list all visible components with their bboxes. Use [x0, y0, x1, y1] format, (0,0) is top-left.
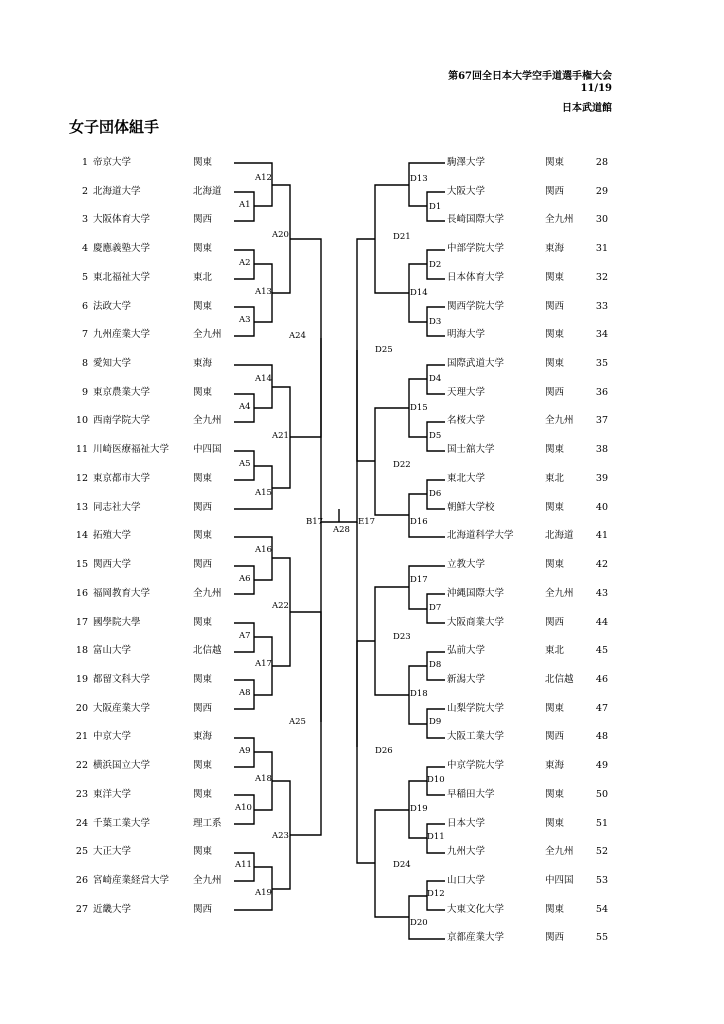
match-label-d2: D2: [429, 260, 442, 270]
match-label-a8: A8: [239, 688, 251, 698]
team-region: 全九州: [193, 587, 222, 599]
team-name: 東北大学: [447, 472, 486, 484]
team-region: 関東: [545, 817, 565, 829]
team-number: 5: [81, 271, 88, 283]
match-label-a17: A17: [255, 659, 272, 669]
team-region: 関東: [545, 157, 565, 168]
team-region: 北信越: [545, 673, 574, 685]
team-number: 10: [75, 415, 88, 427]
team-region: 関東: [193, 243, 213, 255]
team-region: 東北: [193, 271, 213, 283]
team-number: 9: [81, 386, 88, 398]
match-label-a16: A16: [255, 545, 272, 555]
team-region: 関東: [545, 501, 565, 513]
team-number: 48: [595, 731, 608, 743]
match-label-d8: D8: [429, 660, 442, 670]
match-label-d11: D11: [427, 832, 445, 842]
team-number: 39: [595, 472, 608, 484]
team-region: 全九州: [545, 587, 574, 599]
team-name: 福岡教育大学: [93, 587, 151, 599]
team-name: 沖縄国際大学: [447, 587, 505, 599]
team-region: 北海道: [193, 185, 222, 197]
match-label-d1: D1: [429, 202, 442, 212]
match-label-b17: B17: [306, 517, 324, 527]
team-region: 理工系: [193, 817, 222, 829]
match-label-d15: D15: [410, 403, 428, 413]
bracket-line-D26: [357, 641, 375, 863]
match-label-d23: D23: [393, 632, 411, 642]
team-number: 1: [81, 157, 88, 168]
team-region: 関西: [193, 702, 213, 714]
team-region: 関東: [545, 358, 565, 370]
team-name: 弘前大学: [447, 645, 486, 657]
match-label-a12: A12: [255, 173, 272, 183]
team-name: 中京大学: [93, 731, 132, 743]
match-label-d13: D13: [410, 174, 428, 184]
team-number: 41: [595, 530, 608, 542]
match-label-d24: D24: [393, 860, 411, 870]
team-name: 長崎国際大学: [447, 214, 505, 226]
team-name: 千葉工業大学: [93, 817, 151, 829]
team-region: 全九州: [193, 875, 222, 886]
match-label-a13: A13: [255, 287, 272, 297]
match-label-a9: A9: [239, 746, 251, 756]
match-label-d26: D26: [375, 746, 393, 756]
team-region: 東海: [193, 731, 213, 743]
team-region: 関東: [193, 760, 213, 772]
team-region: 北信越: [193, 645, 222, 657]
team-region: 関東: [193, 788, 213, 800]
match-label-a20: A20: [272, 230, 289, 240]
team-number: 23: [75, 788, 88, 800]
team-region: 関東: [545, 444, 565, 456]
match-label-a6: A6: [239, 574, 251, 584]
team-number: 36: [595, 386, 608, 398]
team-region: 関東: [193, 530, 213, 542]
team-region: 全九州: [545, 214, 574, 226]
team-name: 大阪工業大学: [447, 731, 505, 743]
team-number: 37: [595, 415, 608, 427]
team-name: 東京農業大学: [93, 386, 151, 398]
team-name: 朝鮮大学校: [447, 501, 495, 513]
team-number: 46: [595, 673, 608, 685]
team-region: 北海道: [545, 530, 574, 542]
team-region: 中四国: [193, 444, 222, 456]
team-name: 拓殖大学: [93, 530, 132, 542]
match-label-d7: D7: [429, 603, 442, 613]
team-region: 東海: [545, 760, 565, 772]
team-name: 宮崎産業経営大学: [93, 875, 170, 886]
team-number: 26: [75, 875, 88, 886]
team-number: 20: [75, 702, 88, 714]
team-region: 関西: [545, 185, 565, 197]
team-name: 日本体育大学: [447, 271, 505, 283]
match-label-a5: A5: [239, 459, 251, 469]
team-name: 日本大学: [447, 817, 486, 829]
team-region: 関東: [545, 903, 565, 915]
match-label-d5: D5: [429, 431, 442, 441]
team-name: 法政大学: [93, 300, 132, 312]
team-region: 関東: [545, 702, 565, 714]
team-region: 全九州: [193, 415, 222, 427]
team-number: 42: [595, 559, 608, 571]
team-number: 16: [75, 587, 88, 599]
team-name: 帝京大学: [93, 157, 132, 168]
team-region: 関西: [545, 386, 565, 398]
team-region: 関東: [545, 559, 565, 571]
team-name: 横浜国立大学: [93, 760, 151, 772]
team-region: 関西: [193, 214, 213, 226]
match-label-a15: A15: [255, 488, 272, 498]
team-number: 18: [75, 645, 88, 657]
event-date: 11/19: [580, 83, 612, 94]
team-region: 関西: [545, 932, 565, 944]
team-name: 東洋大学: [93, 788, 132, 800]
team-name: 北海道科学大学: [447, 530, 514, 542]
team-name: 大正大学: [93, 846, 132, 858]
team-name: 愛知大学: [93, 358, 132, 370]
team-name: 関西大学: [93, 559, 132, 571]
team-name: 新潟大学: [447, 673, 486, 685]
team-name: 東京都市大学: [93, 472, 151, 484]
team-name: 近畿大学: [93, 903, 132, 915]
team-number: 45: [595, 645, 608, 657]
team-name: 中部学院大学: [447, 243, 505, 255]
match-label-d21: D21: [393, 232, 411, 242]
match-label-d16: D16: [410, 517, 428, 527]
team-number: 21: [75, 731, 88, 743]
team-number: 8: [81, 358, 88, 370]
team-number: 30: [595, 214, 608, 226]
team-number: 24: [75, 817, 88, 829]
team-region: 全九州: [545, 846, 574, 858]
match-label-d10: D10: [427, 775, 445, 785]
event-title: 第67回全日本大学空手道選手権大会: [448, 71, 612, 82]
team-name: 中京学院大学: [447, 760, 505, 772]
team-number: 17: [75, 616, 88, 628]
team-region: 関西: [545, 300, 565, 312]
team-name: 明海大学: [447, 329, 486, 341]
team-region: 関東: [193, 386, 213, 398]
team-number: 13: [75, 501, 88, 513]
team-name: 慶應義塾大学: [93, 243, 151, 255]
match-label-d12: D12: [427, 889, 445, 899]
team-number: 11: [75, 444, 88, 456]
team-number: 35: [595, 358, 608, 370]
team-region: 関東: [193, 300, 213, 312]
team-number: 12: [75, 472, 88, 484]
match-label-a1: A1: [239, 200, 251, 210]
team-region: 関東: [193, 157, 213, 168]
team-name: 都留文科大学: [93, 673, 151, 685]
team-name: 九州大学: [447, 846, 486, 858]
team-region: 関東: [193, 846, 213, 858]
match-label-a22: A22: [272, 601, 289, 611]
match-label-a14: A14: [255, 374, 272, 384]
match-label-d4: D4: [429, 374, 442, 384]
team-name: 名桜大学: [447, 415, 486, 427]
team-region: 全九州: [193, 329, 222, 341]
team-region: 関東: [193, 472, 213, 484]
team-number: 3: [81, 214, 88, 226]
team-name: 国際武道大学: [447, 358, 505, 370]
team-number: 47: [595, 702, 608, 714]
team-name: 大東文化大学: [447, 903, 505, 915]
match-label-a7: A7: [239, 631, 251, 641]
team-name: 山口大学: [447, 875, 486, 886]
team-number: 6: [81, 300, 88, 312]
team-name: 東北福祉大学: [93, 271, 151, 283]
match-label-d18: D18: [410, 689, 428, 699]
team-region: 関西: [545, 616, 565, 628]
team-region: 関西: [193, 903, 213, 915]
team-number: 40: [595, 501, 608, 513]
team-number: 31: [595, 243, 608, 255]
team-number: 15: [75, 559, 88, 571]
team-number: 50: [595, 788, 608, 800]
team-number: 44: [595, 616, 608, 628]
match-label-d19: D19: [410, 804, 428, 814]
team-number: 55: [595, 932, 608, 944]
team-name: 北海道大学: [93, 185, 141, 197]
team-number: 52: [595, 846, 608, 858]
match-label-a23: A23: [272, 831, 289, 841]
team-number: 28: [595, 157, 608, 168]
bracket-line-D25: [357, 239, 375, 461]
team-number: 43: [595, 587, 608, 599]
team-name: 大阪商業大学: [447, 616, 505, 628]
match-label-e17: E17: [358, 517, 376, 527]
match-label-d17: D17: [410, 575, 428, 585]
match-label-a19: A19: [255, 888, 272, 898]
match-label-a25: A25: [289, 717, 306, 727]
team-name: 駒澤大学: [447, 157, 486, 168]
team-region: 関西: [545, 731, 565, 743]
team-number: 14: [75, 530, 88, 542]
team-name: 天理大学: [447, 386, 486, 398]
team-region: 関東: [193, 616, 213, 628]
team-name: 国士舘大学: [447, 444, 495, 456]
team-region: 東北: [545, 472, 565, 484]
team-number: 49: [595, 760, 608, 772]
team-number: 22: [75, 760, 88, 772]
bracket-line-B17: [321, 338, 339, 522]
team-name: 西南学院大学: [93, 415, 151, 427]
team-number: 33: [595, 300, 608, 312]
team-name: 立教大学: [447, 559, 486, 571]
bracket-line-A22: [272, 558, 290, 666]
team-name: 大阪体育大学: [93, 214, 151, 226]
team-name: 國學院大學: [93, 616, 141, 628]
match-label-a4: A4: [239, 402, 251, 412]
team-region: 関西: [193, 559, 213, 571]
team-name: 京都産業大学: [447, 932, 505, 944]
team-number: 29: [595, 185, 608, 197]
team-name: 川崎医療福祉大学: [93, 444, 170, 456]
team-number: 27: [75, 903, 88, 915]
bracket-line-E17: [339, 350, 357, 522]
team-region: 関東: [545, 329, 565, 341]
team-region: 関東: [193, 673, 213, 685]
team-region: 東海: [193, 358, 213, 370]
match-label-d3: D3: [429, 317, 442, 327]
event-venue: 日本武道館: [562, 103, 612, 114]
team-name: 早稲田大学: [447, 788, 495, 800]
team-number: 53: [595, 875, 608, 886]
team-name: 関西学院大学: [447, 300, 505, 312]
team-number: 54: [595, 903, 608, 915]
team-number: 38: [595, 444, 608, 456]
team-name: 九州産業大学: [93, 329, 151, 341]
team-number: 7: [81, 329, 88, 341]
match-label-d20: D20: [410, 918, 428, 928]
team-region: 関西: [193, 501, 213, 513]
match-label-a2: A2: [239, 258, 251, 268]
team-number: 4: [81, 243, 88, 255]
match-label-d14: D14: [410, 288, 428, 298]
team-number: 51: [595, 817, 608, 829]
match-label-a3: A3: [239, 315, 251, 325]
team-number: 2: [81, 185, 88, 197]
match-label-d6: D6: [429, 489, 442, 499]
section-title: 女子団体組手: [69, 118, 160, 136]
match-label-d22: D22: [393, 460, 411, 470]
match-label-a10: A10: [235, 803, 252, 813]
team-region: 東海: [545, 243, 565, 255]
team-number: 32: [595, 271, 608, 283]
match-label-d25: D25: [375, 345, 393, 355]
match-label-a28: A28: [333, 525, 350, 535]
team-name: 大阪大学: [447, 185, 486, 197]
match-label-a11: A11: [235, 860, 252, 870]
team-region: 全九州: [545, 415, 574, 427]
team-name: 大阪産業大学: [93, 702, 151, 714]
match-label-a18: A18: [255, 774, 272, 784]
team-region: 中四国: [545, 875, 574, 886]
team-region: 東北: [545, 645, 565, 657]
team-number: 19: [75, 673, 88, 685]
match-label-a21: A21: [272, 431, 289, 441]
team-name: 富山大学: [93, 645, 132, 657]
team-name: 山梨学院大学: [447, 702, 505, 714]
team-number: 34: [595, 329, 608, 341]
match-label-a24: A24: [289, 331, 306, 341]
match-label-d9: D9: [429, 717, 442, 727]
team-region: 関東: [545, 271, 565, 283]
team-region: 関東: [545, 788, 565, 800]
team-number: 25: [75, 846, 88, 858]
team-name: 同志社大学: [93, 501, 141, 513]
